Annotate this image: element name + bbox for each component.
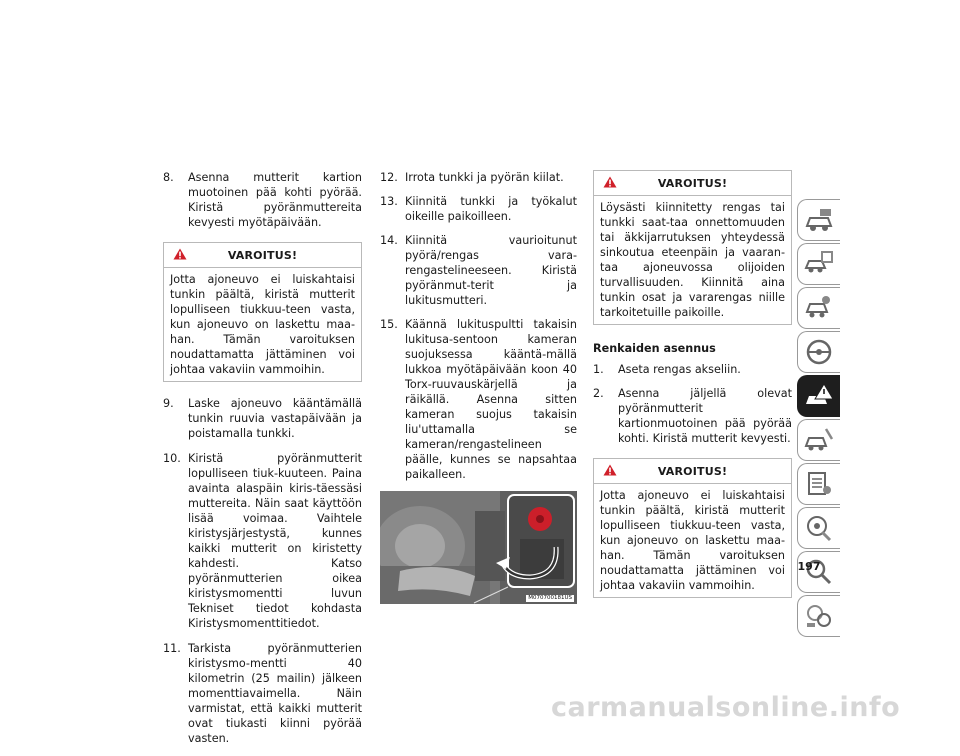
tab-getting-to-know[interactable] <box>797 243 840 285</box>
step-text: Käännä lukituspultti takaisin lukitusa-sentoon kameran suojuksessa kääntä-mällä lukkoa myötäpäivään koon 40 Torx-ruuvauskärjellä ja räikällä. Asenna sitten kameran suojus takaisin liu'uttamalla se kameran/rengastelineen päälle, kunnes se napsahtaa paikalleen. <box>405 318 577 481</box>
camera-cover-illustration <box>380 491 577 604</box>
tab-servicing[interactable] <box>797 419 840 461</box>
steps-list <box>593 362 792 446</box>
image-reference-code: M070700181US <box>528 595 572 601</box>
step-text: Aseta rengas akseliin. <box>618 363 741 376</box>
column-middle <box>380 170 577 604</box>
step-text: Asenna jäljellä olevat pyöränmutterit kartionmuotoinen pää pyörää kohti. Kiristä mutterit kevyesti. <box>618 387 792 445</box>
step-8 <box>163 170 362 230</box>
step-14 <box>380 233 577 308</box>
car-safety-icon <box>804 294 834 322</box>
steps-list <box>163 396 362 746</box>
car-dashboard-icon <box>804 206 834 234</box>
column-left <box>163 170 362 756</box>
warning-text: Jotta ajoneuvo ei luiskahtaisi tunkin päältä, kiristä mutterit lopulliseen tiukkuu-teen vasta, kun ajoneuvo on laskettu maa-han. Tämän varoituksen noudattamatta jättäminen voi johtaa vakaviin vammoihin. <box>600 489 785 592</box>
tab-safety[interactable] <box>797 287 840 329</box>
steering-wheel-icon <box>804 338 834 366</box>
car-service-icon <box>804 426 834 454</box>
car-info-icon <box>804 250 834 278</box>
section-heading: Renkaiden asennus <box>593 342 716 355</box>
step-13 <box>380 194 577 224</box>
tab-specifications[interactable] <box>797 463 840 505</box>
warning-title: VAROITUS! <box>657 177 728 190</box>
watermark: carmanualsonline.info <box>551 692 901 723</box>
step-2 <box>593 386 792 446</box>
language-index-icon <box>804 602 834 630</box>
step-text: Kiristä pyöränmutterit lopulliseen tiuk-kuuteen. Paina avainta alaspäin kiris-täessäsi muttereita. Näin saat käyttöön lisää voimaa. Vaihtele kiristysjärjestystä, kunnes kaikki mutterit on kiristetty kahdesti. Katso pyöränmutterien oikea kiristysmomentti luvun Tekniset tiedot kohdasta Kiristysmomenttitiedot. <box>188 452 362 630</box>
column-right <box>593 170 792 612</box>
step-12 <box>380 170 577 185</box>
step-number: 15. <box>380 318 398 331</box>
step-text: Kiinnitä vaurioitunut pyörä/rengas vara-rengastelineeseen. Kiristä pyöränmut-terit ja lukitusmutteri. <box>405 234 577 307</box>
tab-emergency[interactable] <box>797 375 840 417</box>
warning-header <box>164 243 361 268</box>
step-text: Tarkista pyöränmutterien kiristysmo-mentti 40 kilometrin (25 mailin) jälkeen momenttiavaimella. Näin varmistat, että kaikki mutterit ovat tiukasti kiinni pyörää vasten. <box>188 642 362 745</box>
warning-box <box>163 242 362 382</box>
step-10 <box>163 451 362 631</box>
step-11 <box>163 641 362 746</box>
step-number: 11. <box>163 642 181 655</box>
warning-header <box>594 171 791 196</box>
page-number: 197 <box>797 560 821 573</box>
step-1 <box>593 362 792 377</box>
steps-list <box>163 170 362 230</box>
step-number: 2. <box>593 387 604 400</box>
tab-driving[interactable] <box>797 331 840 373</box>
step-number: 13. <box>380 195 398 208</box>
emergency-warning-icon <box>804 382 834 410</box>
step-9 <box>163 396 362 441</box>
step-number: 14. <box>380 234 398 247</box>
tab-dashboard[interactable] <box>797 199 840 241</box>
warning-text: Löysästi kiinnitetty rengas tai tunkki saat-taa onnettomuuden tai äkkijarrutuksen yhteydessä sinkoutua eteenpäin ja vaaran-taa ajoneuvossa olijoiden turvallisuuden. Kiinnitä aina tunkin osat ja vararengas niille tarkoitetuille paikoille. <box>600 201 785 319</box>
step-number: 1. <box>593 363 604 376</box>
step-number: 12. <box>380 171 398 184</box>
step-text: Laske ajoneuvo kääntämällä tunkin ruuvia vastapäivään ja poistamalla tunkki. <box>188 397 362 440</box>
warning-title: VAROITUS! <box>227 249 298 262</box>
warning-text: Jotta ajoneuvo ei luiskahtaisi tunkin päältä, kiristä mutterit lopulliseen tiukkuu-teen vasta, kun ajoneuvo on laskettu maa-han. Tämän varoituksen noudattamatta jättäminen voi johtaa vakaviin vammoihin. <box>170 273 355 376</box>
warning-box <box>593 458 792 598</box>
tab-languages[interactable] <box>797 595 840 637</box>
step-text: Asenna mutterit kartion muotoinen pää kohti pyörää. Kiristä pyöränmuttereita kevyesti myötäpäivään. <box>188 171 362 229</box>
step-number: 9. <box>163 397 174 410</box>
step-15 <box>380 317 577 482</box>
camera-cover-lock-photo <box>380 491 577 604</box>
step-text: Kiinnitä tunkki ja työkalut oikeille paikoilleen. <box>405 195 577 223</box>
warning-header <box>594 459 791 484</box>
specifications-list-icon <box>804 470 834 498</box>
step-number: 8. <box>163 171 174 184</box>
multimedia-icon <box>804 514 834 542</box>
warning-title: VAROITUS! <box>657 465 728 478</box>
warning-box <box>593 170 792 325</box>
step-number: 10. <box>163 452 181 465</box>
steps-list <box>380 170 577 482</box>
step-text: Irrota tunkki ja pyörän kiilat. <box>405 171 564 184</box>
tab-multimedia[interactable] <box>797 507 840 549</box>
